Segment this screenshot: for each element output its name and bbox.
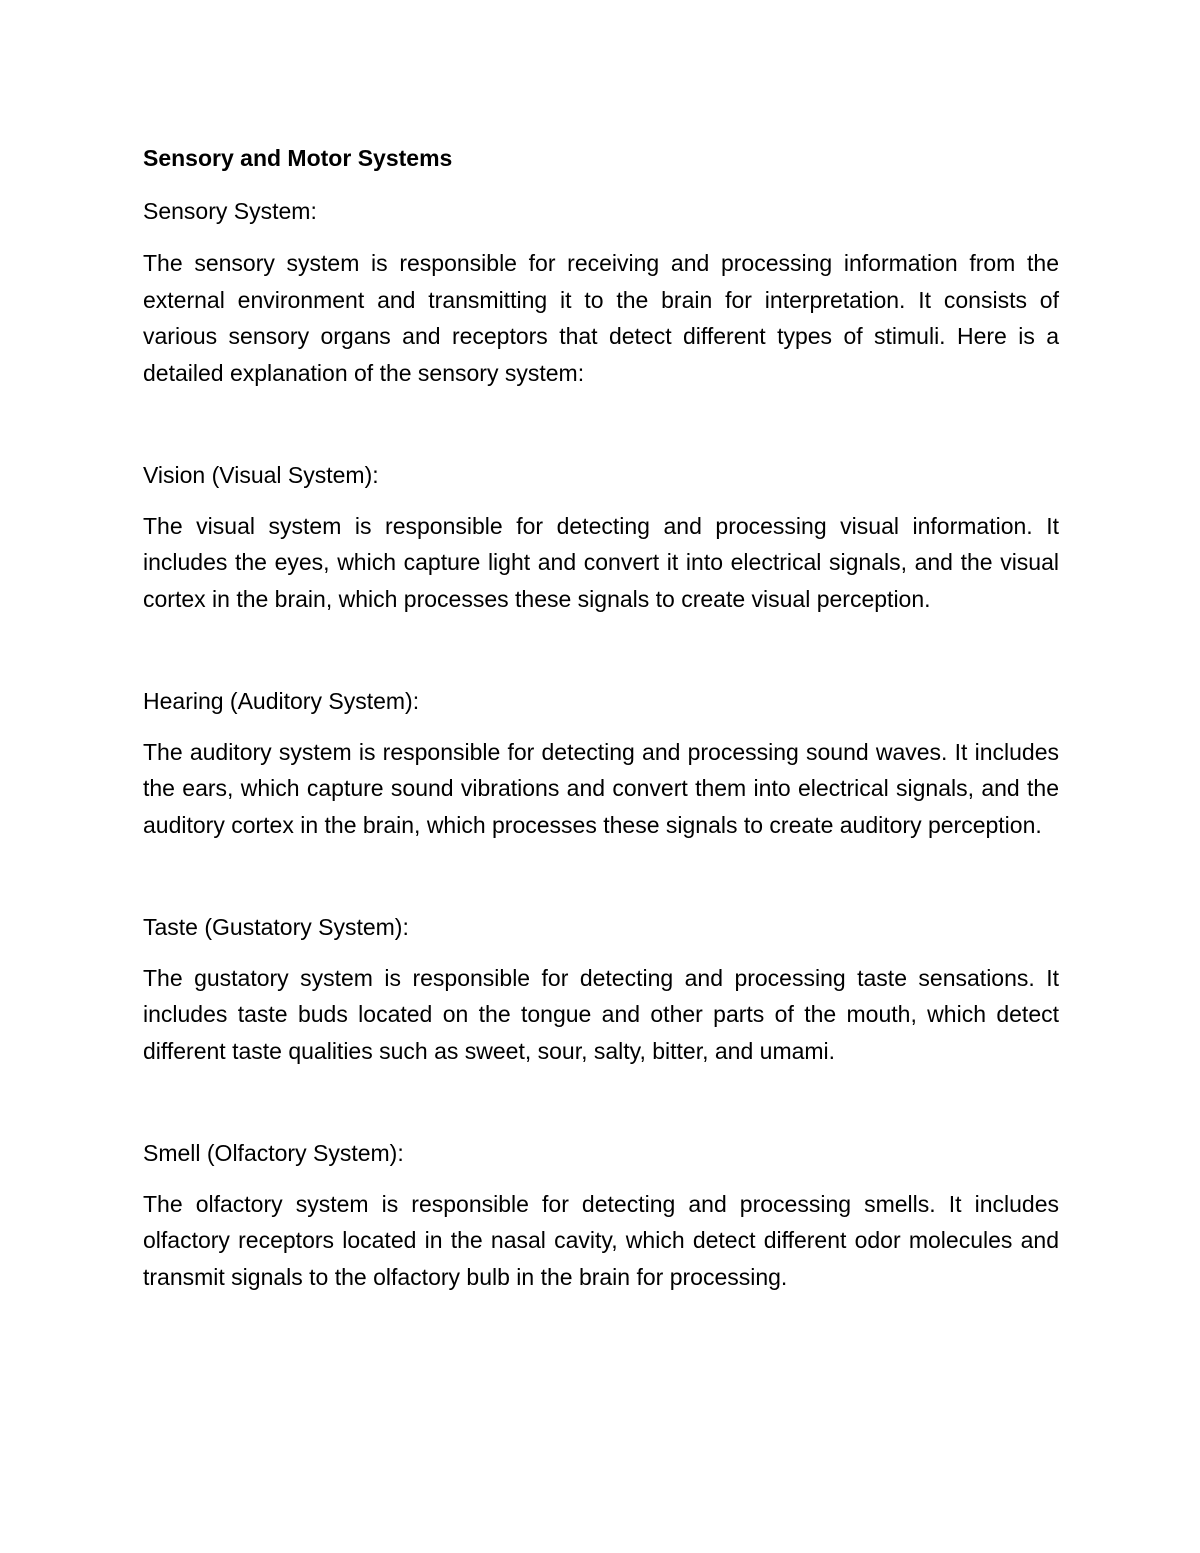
section-paragraph: The olfactory system is responsible for detecting and processing smells. It includes olfactory receptors located in the nasal cavity, which detect different odor molecules and transmit signals to the olfactory bulb in the brain for processing. xyxy=(143,1190,1059,1290)
section-paragraph: The auditory system is responsible for detecting and processing sound waves. It includes the ears, which capture sound vibrations and convert them into electrical signals, and the auditory cortex in the brain, which processes these signals to create auditory perception. xyxy=(143,738,1059,838)
section-smell xyxy=(143,1135,1059,1295)
document-title: Sensory and Motor Systems xyxy=(143,145,453,171)
section-heading: Taste (Gustatory System): xyxy=(143,914,409,940)
intro-paragraph: The sensory system is responsible for receiving and processing information from the external environment and transmitting it to the brain for interpretation. It consists of various sensory organs and receptors that detect different types of stimuli. Here is a detailed explanation of the sensory system: xyxy=(143,250,1059,386)
section-heading: Vision (Visual System): xyxy=(143,462,379,488)
document-body xyxy=(143,140,1059,1295)
section-heading: Hearing (Auditory System): xyxy=(143,688,420,714)
section-vision xyxy=(143,457,1059,617)
section-paragraph: The gustatory system is responsible for detecting and processing taste sensations. It includes taste buds located on the tongue and other parts of the mouth, which detect different taste qualities such as sweet, sour, salty, bitter, and umami. xyxy=(143,964,1059,1064)
section-hearing xyxy=(143,683,1059,843)
intro-heading: Sensory System: xyxy=(143,197,317,224)
section-taste xyxy=(143,909,1059,1069)
section-paragraph: The visual system is responsible for detecting and processing visual information. It includes the eyes, which capture light and convert it into electrical signals, and the visual cortex in the brain, which processes these signals to create visual perception. xyxy=(143,512,1059,612)
section-heading: Smell (Olfactory System): xyxy=(143,1140,404,1166)
